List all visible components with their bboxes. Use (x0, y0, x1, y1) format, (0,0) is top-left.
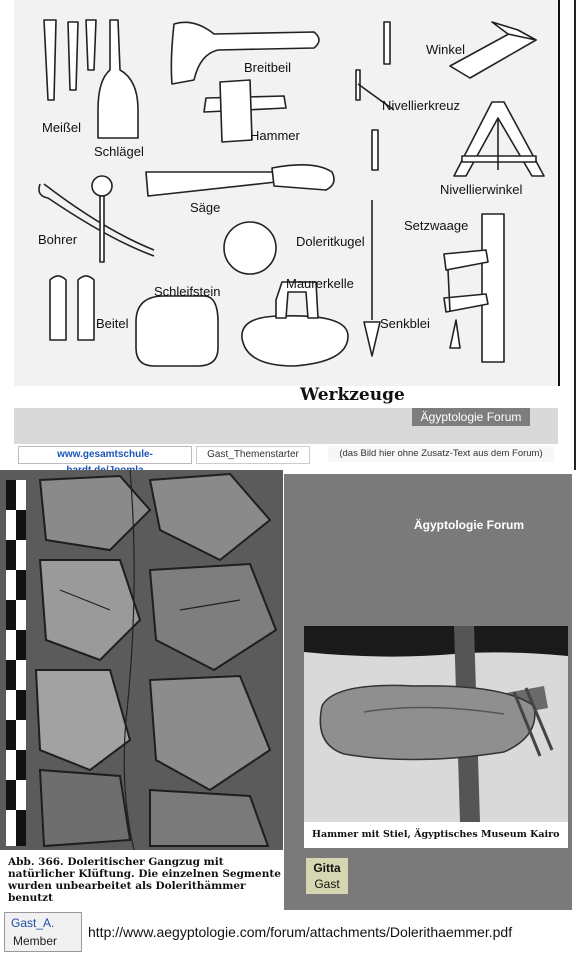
label-schleifstein: Schleifstein (154, 284, 221, 299)
label-meissel: Meißel (42, 120, 82, 135)
whetstone-icon (136, 296, 218, 366)
label-nivellierkreuz: Nivellierkreuz (382, 98, 461, 113)
forum-label: Ägyptologie Forum (414, 518, 524, 532)
label-senkblei: Senkblei (380, 316, 430, 331)
label-hammer: Hammer (250, 128, 300, 143)
author-role: Gast (314, 877, 340, 891)
label-doleritkugel: Doleritkugel (296, 234, 365, 249)
user-role: Member (13, 934, 58, 948)
thread-starter-label: Gast_Themenstarter (196, 446, 310, 464)
level-cross-icon (384, 22, 390, 64)
attachment-url[interactable]: http://www.aegyptologie.com/forum/attachments/Dolerithaemmer.pdf (84, 914, 508, 950)
label-beitel: Beitel (96, 316, 129, 331)
beitel-icon (78, 276, 94, 340)
hammer-head-icon (220, 80, 252, 142)
footer-user-box[interactable] (4, 912, 82, 952)
scale-mark: 3 (8, 708, 15, 720)
post-author-box[interactable] (306, 858, 348, 894)
beitel-icon (50, 276, 66, 340)
scale-mark: 1 (8, 814, 15, 826)
a-frame-level-icon (454, 102, 544, 176)
chisel-icon (86, 20, 96, 70)
rock-figure-caption: Abb. 366. Doleritischer Gangzug mit natürlicher Klüftung. Die einzelnen Segmente wurden unbearbeitet als Dolerithämmer benutzt (8, 856, 281, 904)
rock-texture (0, 470, 283, 850)
setzwaage-icon (482, 214, 504, 362)
saw-handle-icon (272, 165, 334, 190)
chisel-icon (68, 22, 78, 90)
label-schlaegel: Schlägel (94, 144, 144, 159)
figure-caption-werkzeuge: Werkzeuge (300, 385, 405, 405)
label-setzwaage: Setzwaage (404, 218, 469, 233)
scale-mark: 2 (8, 768, 15, 780)
trowel-icon (242, 316, 348, 366)
mallet-icon (98, 20, 138, 138)
label-nivellierwinkel: Nivellierwinkel (440, 182, 523, 197)
hammer-drawing (304, 626, 568, 822)
image-note: (das Bild hier ohne Zusatz-Text aus dem Forum) (328, 446, 554, 462)
user-name[interactable]: Gast_A. (11, 916, 55, 930)
plumb-bob-icon (364, 322, 380, 356)
divider (574, 0, 576, 470)
forum-badge: Ägyptologie Forum (412, 408, 530, 426)
dolerite-dyke-photo (0, 470, 283, 850)
label-winkel: Winkel (426, 42, 466, 57)
tools-illustration (14, 0, 560, 386)
hammer-figure-caption: Hammer mit Stiel, Ägyptisches Museum Kairo (312, 829, 560, 840)
drill-knob-icon (92, 176, 112, 196)
label-maurerkelle: Maurerkelle (286, 276, 354, 291)
label-breitbeil: Breitbeil (244, 60, 291, 75)
saw-icon (146, 172, 276, 196)
source-link[interactable]: www.gesamtschule- (18, 446, 192, 464)
label-bohrer: Bohrer (38, 232, 78, 247)
dolerite-ball-icon (224, 222, 276, 274)
author-name[interactable]: Gitta (313, 861, 341, 875)
label-saege: Säge (190, 200, 221, 215)
hafted-hammer-photo (304, 626, 568, 822)
chisel-icon (44, 20, 56, 100)
